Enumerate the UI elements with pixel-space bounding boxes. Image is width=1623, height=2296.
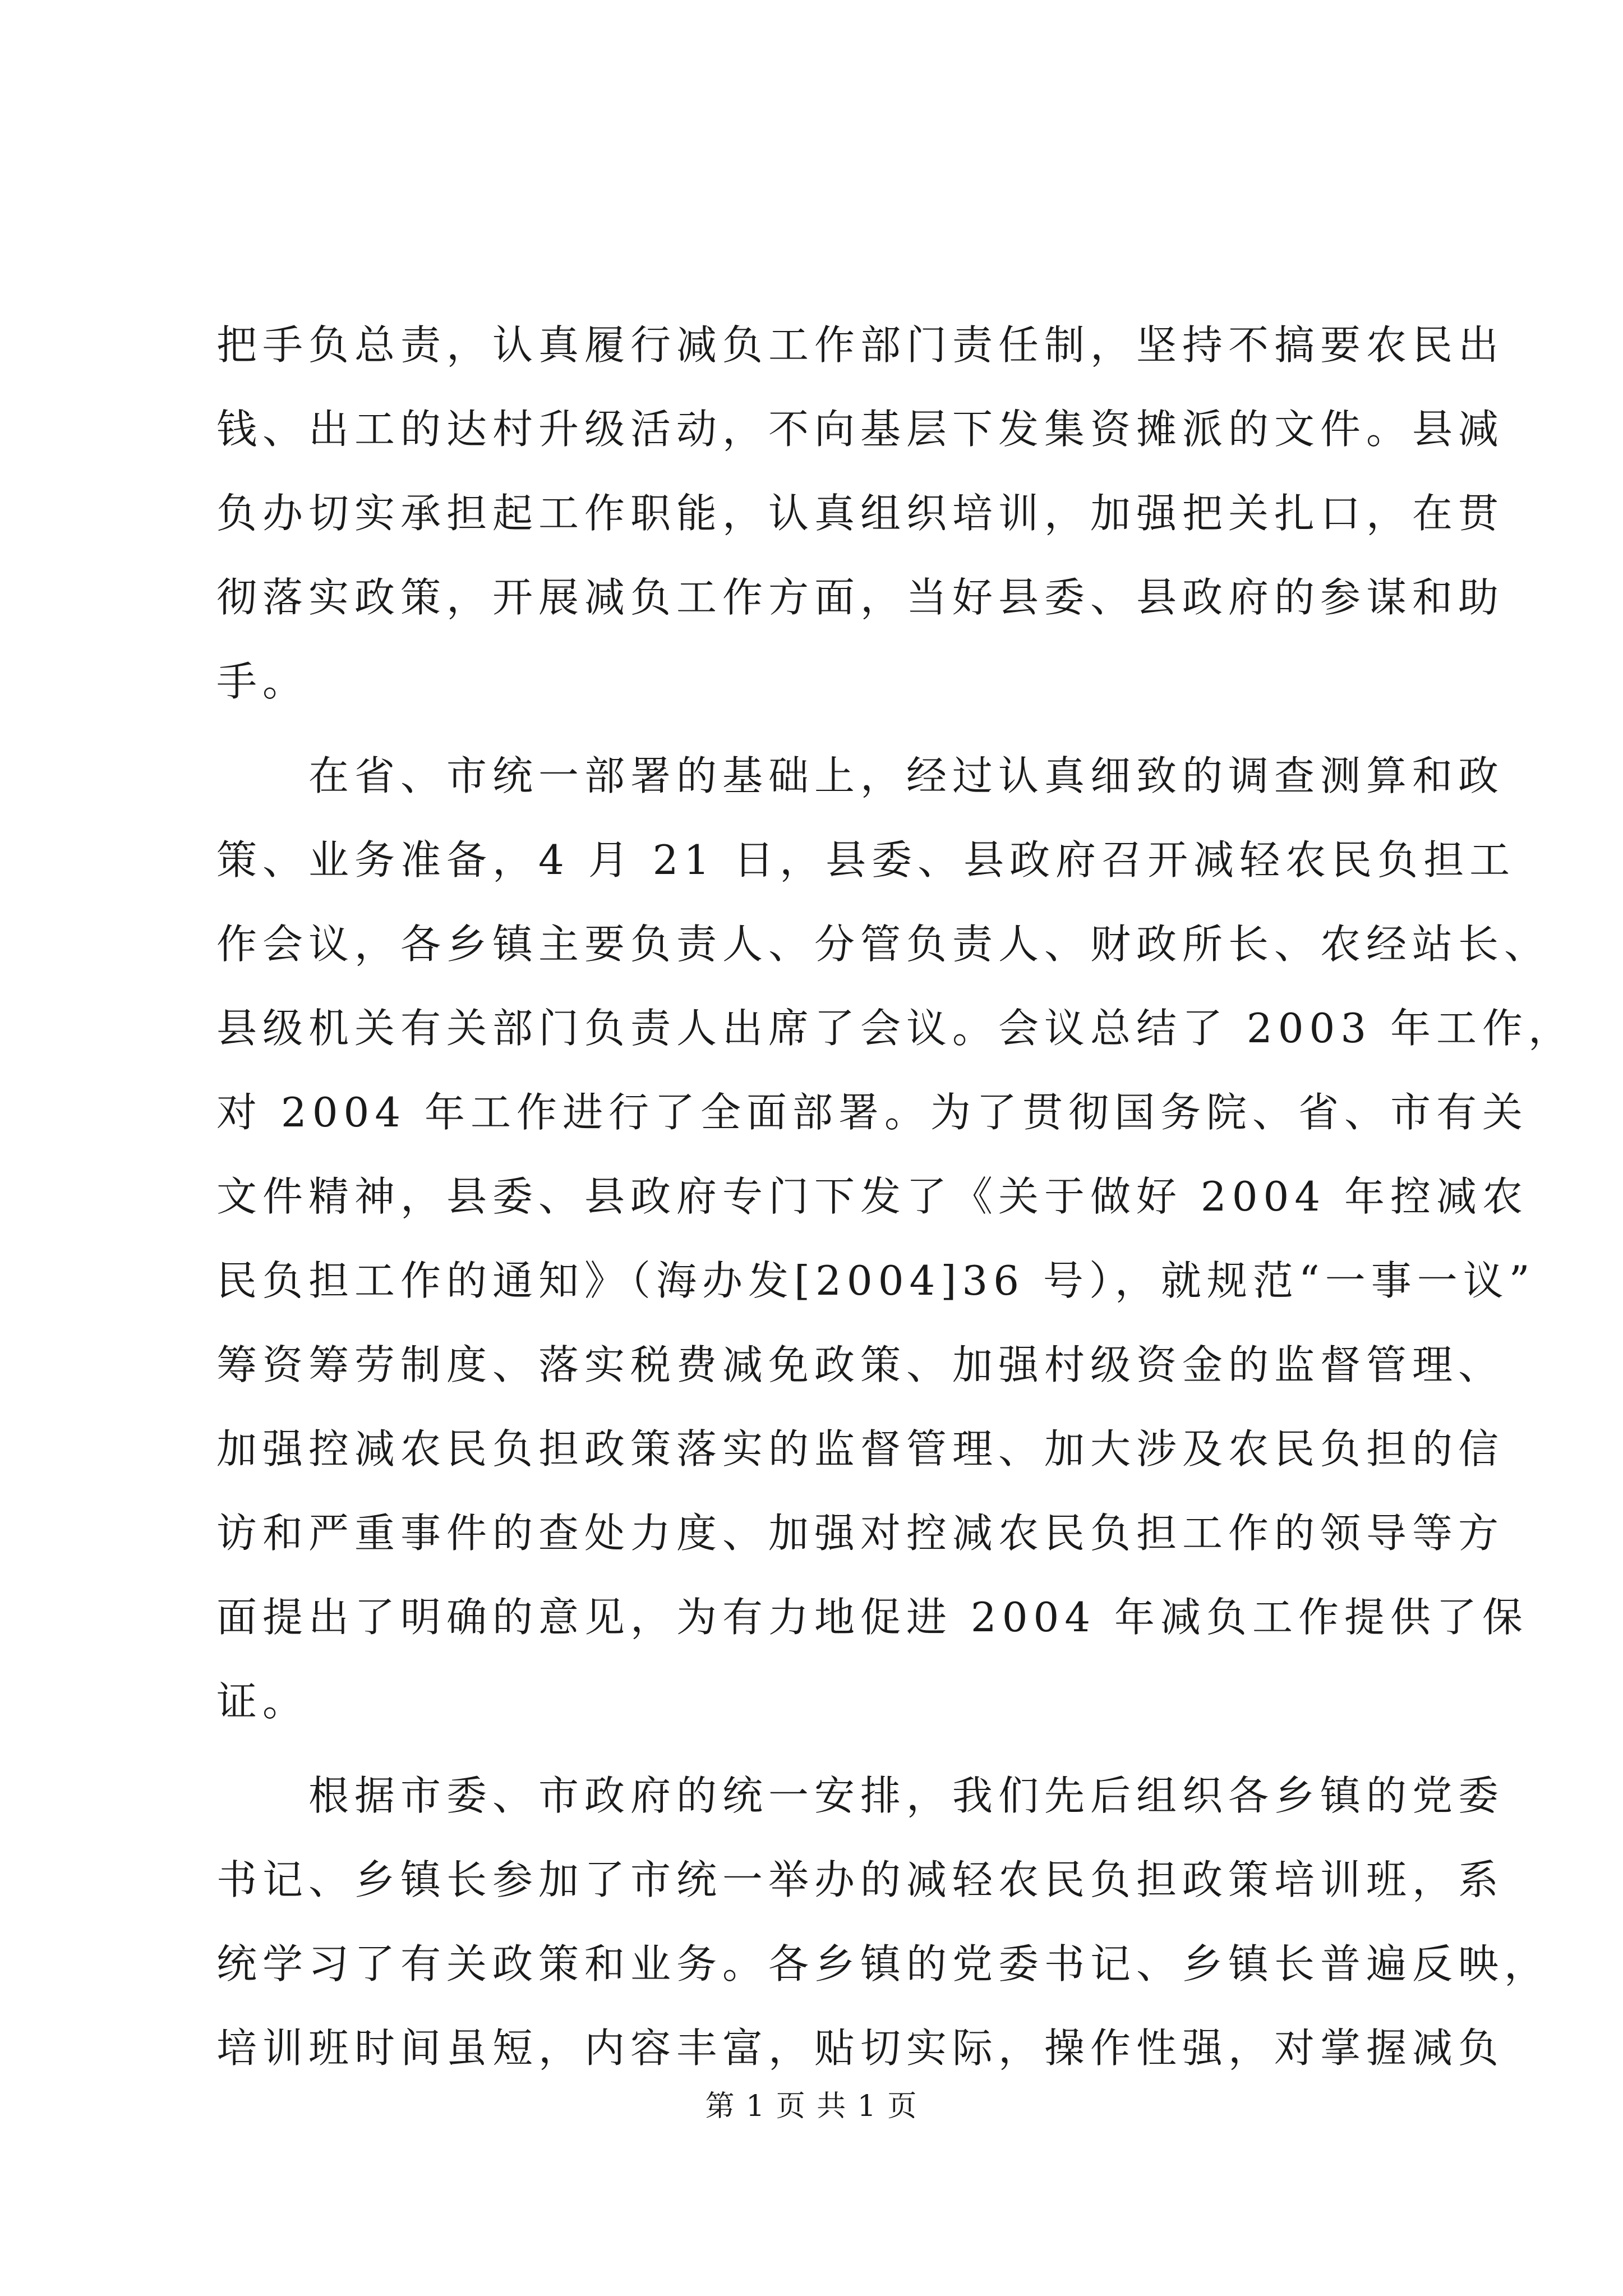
page-footer xyxy=(0,2087,1623,2126)
text-line: 县级机关有关部门负责人出席了会议。会议总结了 2003 年工作， xyxy=(216,1005,1575,1052)
text-line: 作会议，各乡镇主要负责人、分管负责人、财政所长、农经站长、 xyxy=(216,921,1551,968)
text-line: 把手负总责，认真履行减负工作部门责任制，坚持不搞要农民出 xyxy=(216,321,1505,369)
text-line: 手。 xyxy=(216,658,309,705)
text-line: 筹资筹劳制度、落实税费减免政策、加强村级资金的监督管理、 xyxy=(216,1341,1505,1388)
text-line: 彻落实政策，开展减负工作方面，当好县委、县政府的参谋和助 xyxy=(216,574,1505,621)
text-line: 钱、出工的达村升级活动，不向基层下发集资摊派的文件。县减 xyxy=(216,406,1505,453)
text-line: 证。 xyxy=(216,1678,309,1725)
text-line: 书记、乡镇长参加了市统一举办的减轻农民负担政策培训班，系 xyxy=(216,1856,1505,1903)
text-line: 面提出了明确的意见，为有力地促进 2004 年减负工作提供了保 xyxy=(216,1594,1529,1641)
text-line: 民负担工作的通知》（海办发[2004]36 号），就规范“一事一议” xyxy=(216,1257,1536,1304)
text-line: 统学习了有关政策和业务。各乡镇的党委书记、乡镇长普遍反映， xyxy=(216,1940,1551,1987)
text-line: 加强控减农民负担政策落实的监督管理、加大涉及农民负担的信 xyxy=(216,1425,1505,1473)
text-line: 访和严重事件的查处力度、加强对控减农民负担工作的领导等方 xyxy=(216,1510,1505,1557)
text-line: 策、业务准备，4 月 21 日，县委、县政府召开减轻农民负担工 xyxy=(216,836,1516,884)
text-line: 在省、市统一部署的基础上，经过认真细致的调查测算和政 xyxy=(216,752,1505,799)
text-line: 根据市委、市政府的统一安排，我们先后组织各乡镇的党委 xyxy=(216,1772,1505,1819)
text-line: 对 2004 年工作进行了全面部署。为了贯彻国务院、省、市有关 xyxy=(216,1089,1529,1136)
text-line: 文件精神，县委、县政府专门下发了《关于做好 2004 年控减农 xyxy=(216,1173,1529,1220)
paragraph-gap xyxy=(216,1743,1428,1754)
text-line: 负办切实承担起工作职能，认真组织培训，加强把关扎口，在贯 xyxy=(216,490,1505,537)
document-body xyxy=(216,303,1575,2090)
paragraph-gap xyxy=(216,724,1428,734)
page-number-label: 第 1 页 共 1 页 xyxy=(705,2090,918,2123)
text-line: 培训班时间虽短，内容丰富，贴切实际，操作性强，对掌握减负 xyxy=(216,2024,1505,2072)
